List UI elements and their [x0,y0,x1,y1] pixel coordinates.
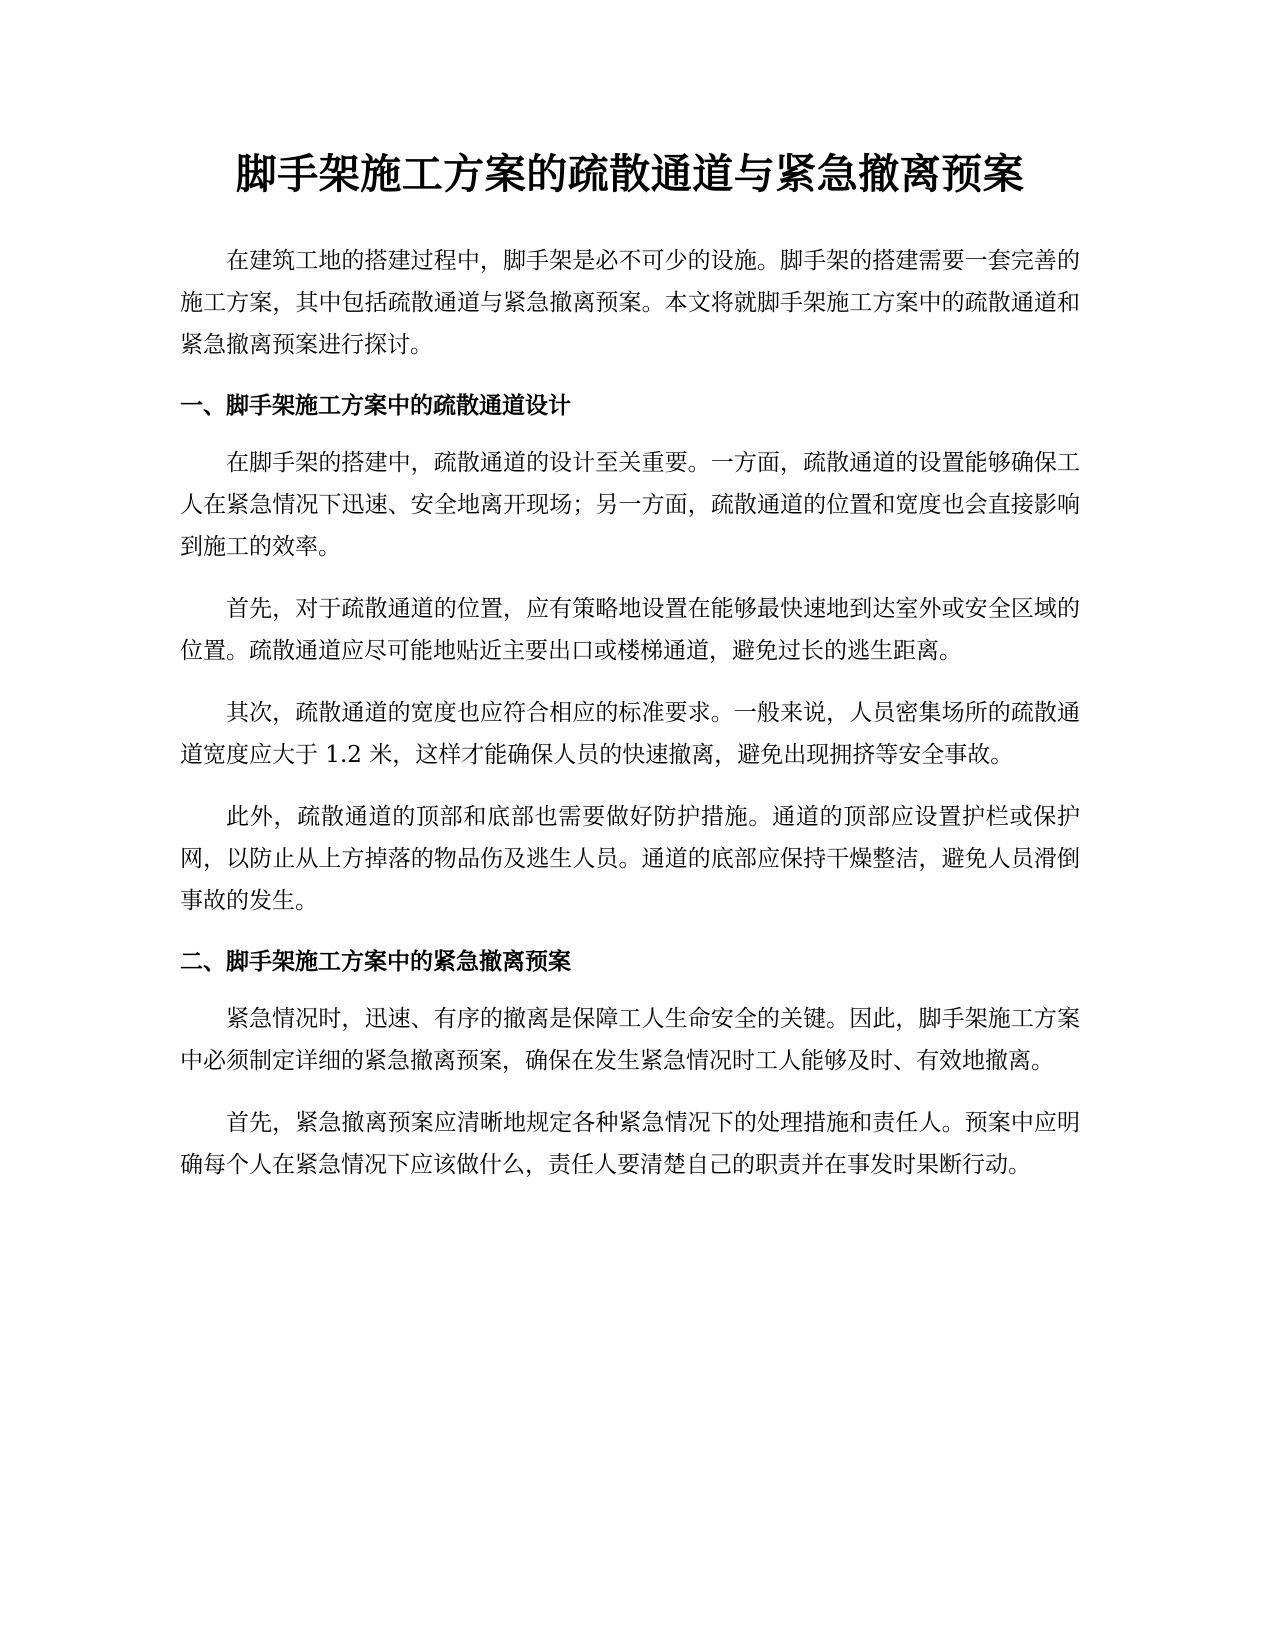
section-1-heading: 一、脚手架施工方案中的疏散通道设计 [180,393,571,419]
section-1-paragraph-2: 首先，对于疏散通道的位置，应有策略地设置在能够最快速地到达室外或安全区域的位置。疏散通道应尽可能地贴近主要出口或楼梯通道，避免过长的逃生距离。 [180,596,1080,664]
section-2-heading: 二、脚手架施工方案中的紧急撤离预案 [180,949,571,975]
section-1-paragraph-4: 此外，疏散通道的顶部和底部也需要做好防护措施。通道的顶部应设置护栏或保护网，以防止从上方掉落的物品伤及逃生人员。通道的底部应保持干燥整洁，避免人员滑倒事故的发生。 [180,804,1080,914]
section-2-paragraph-1: 紧急情况时，迅速、有序的撤离是保障工人生命安全的关键。因此，脚手架施工方案中必须制定详细的紧急撤离预案，确保在发生紧急情况时工人能够及时、有效地撤离。 [180,1006,1080,1074]
section-2-paragraph-2: 首先，紧急撤离预案应清晰地规定各种紧急情况下的处理措施和责任人。预案中应明确每个人在紧急情况下应该做什么，责任人要清楚自己的职责并在事发时果断行动。 [180,1110,1080,1178]
document-page [180,142,1080,1206]
section-1-paragraph-3: 其次，疏散通道的宽度也应符合相应的标准要求。一般来说，人员密集场所的疏散通道宽度应大于 1.2 米，这样才能确保人员的快速撤离，避免出现拥挤等安全事故。 [180,700,1080,768]
document-title: 脚手架施工方案的疏散通道与紧急撤离预案 [235,150,1025,198]
section-1-paragraph-1: 在脚手架的搭建中，疏散通道的设计至关重要。一方面，疏散通道的设置能够确保工人在紧急情况下迅速、安全地离开现场；另一方面，疏散通道的位置和宽度也会直接影响到施工的效率。 [180,450,1080,560]
intro-paragraph: 在建筑工地的搭建过程中，脚手架是必不可少的设施。脚手架的搭建需要一套完善的施工方案，其中包括疏散通道与紧急撤离预案。本文将就脚手架施工方案中的疏散通道和紧急撤离预案进行探讨。 [180,248,1080,358]
